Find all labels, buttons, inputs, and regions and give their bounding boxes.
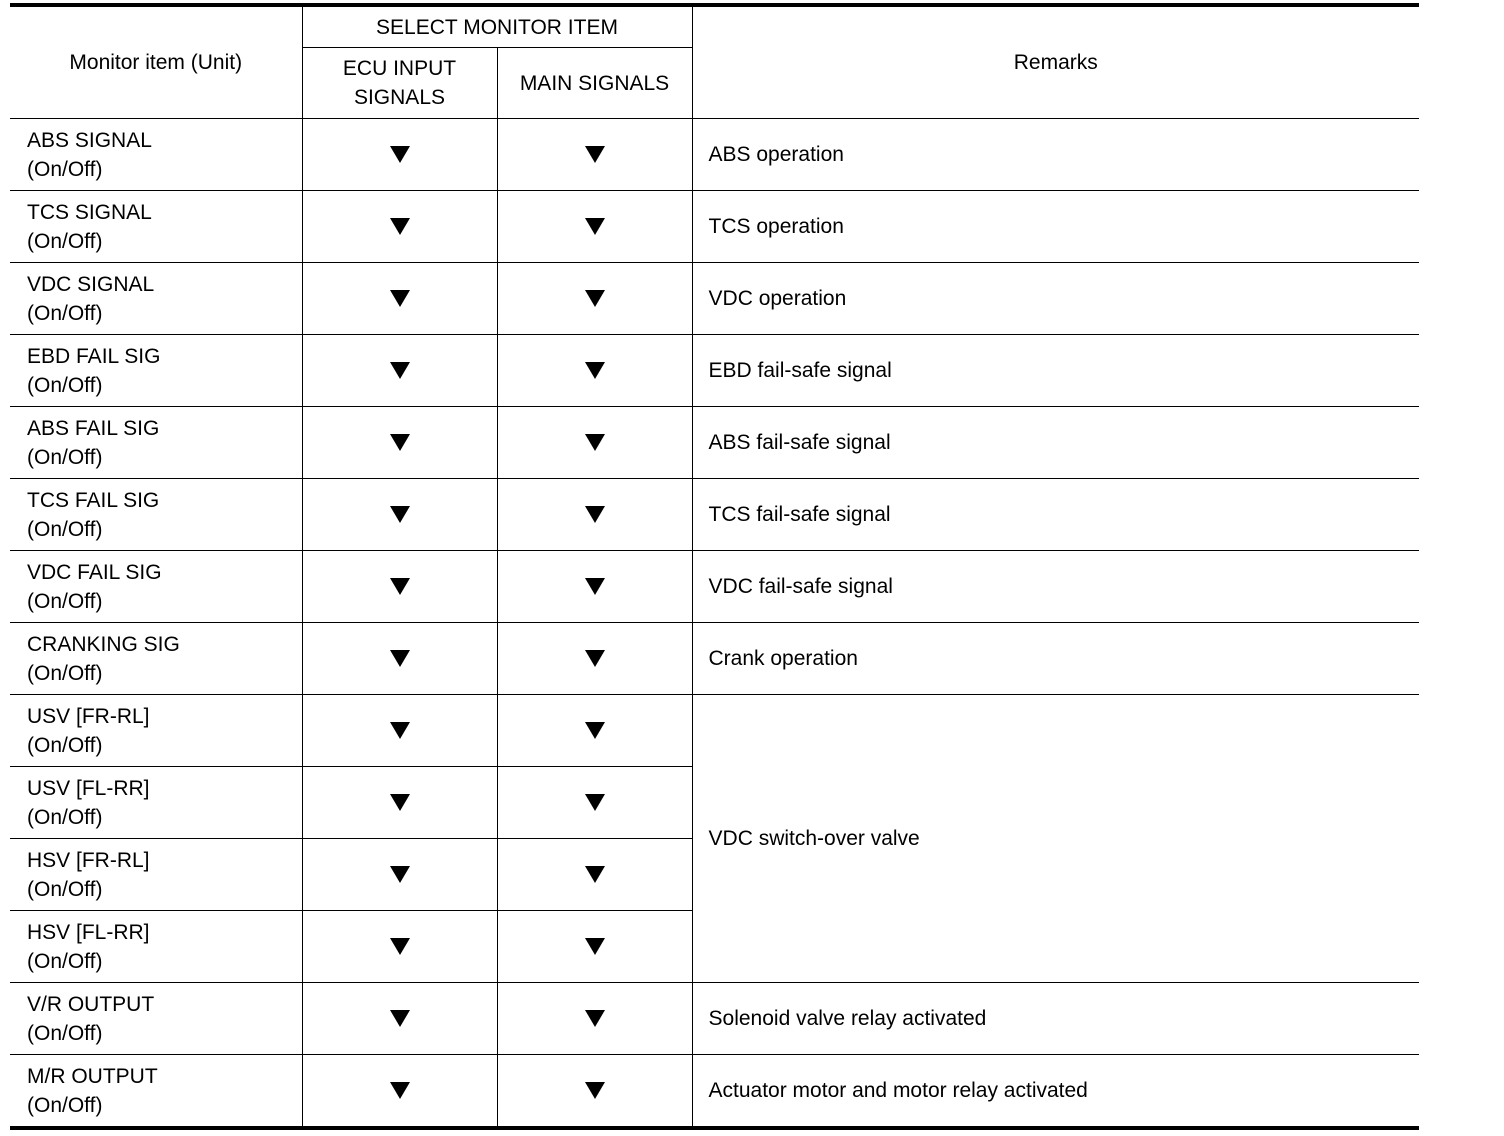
- monitor-item-name: TCS FAIL SIG: [27, 488, 160, 512]
- table-row: [10, 335, 1419, 407]
- down-triangle-icon: [585, 506, 605, 523]
- monitor-item-cell: [10, 407, 302, 479]
- remarks-cell: TCS fail-safe signal: [692, 479, 1419, 551]
- down-triangle-icon: [585, 1082, 605, 1099]
- main-signals-cell: [497, 839, 692, 911]
- down-triangle-icon: [390, 578, 410, 595]
- monitor-item-cell: [10, 119, 302, 191]
- ecu-input-signals-cell: [302, 767, 497, 839]
- monitor-item-cell: [10, 551, 302, 623]
- main-signals-cell: [497, 263, 692, 335]
- remarks-cell: VDC fail-safe signal: [692, 551, 1419, 623]
- down-triangle-icon: [390, 290, 410, 307]
- main-signals-cell: [497, 983, 692, 1055]
- table-row: [10, 1055, 1419, 1129]
- remarks-cell: Solenoid valve relay activated: [692, 983, 1419, 1055]
- ecu-input-signals-cell: [302, 263, 497, 335]
- main-signals-cell: [497, 623, 692, 695]
- main-signals-cell: [497, 335, 692, 407]
- monitor-item-name: HSV [FL-RR]: [27, 920, 150, 944]
- table-row: [10, 191, 1419, 263]
- down-triangle-icon: [585, 434, 605, 451]
- monitor-item-name: M/R OUTPUT: [27, 1064, 158, 1088]
- main-signals-cell: [497, 191, 692, 263]
- table-row: [10, 263, 1419, 335]
- monitor-item-unit: (On/Off): [27, 949, 103, 973]
- ecu-input-signals-cell: [302, 623, 497, 695]
- down-triangle-icon: [390, 794, 410, 811]
- main-signals-cell: [497, 1055, 692, 1129]
- down-triangle-icon: [390, 506, 410, 523]
- monitor-item-unit: (On/Off): [27, 661, 103, 685]
- table-row: [10, 119, 1419, 191]
- ecu-input-signals-cell: [302, 911, 497, 983]
- remarks-cell: ABS operation: [692, 119, 1419, 191]
- remarks-cell: Actuator motor and motor relay activated: [692, 1055, 1419, 1129]
- monitor-item-cell: [10, 263, 302, 335]
- down-triangle-icon: [585, 794, 605, 811]
- remarks-cell: TCS operation: [692, 191, 1419, 263]
- main-signals-cell: [497, 695, 692, 767]
- down-triangle-icon: [390, 1082, 410, 1099]
- monitor-item-unit: (On/Off): [27, 517, 103, 541]
- monitor-item-name: VDC FAIL SIG: [27, 560, 162, 584]
- header-ecu-input-signals: [302, 48, 497, 119]
- monitor-item-name: EBD FAIL SIG: [27, 344, 161, 368]
- main-signals-cell: [497, 551, 692, 623]
- monitor-item-unit: (On/Off): [27, 373, 103, 397]
- down-triangle-icon: [585, 722, 605, 739]
- monitor-item-name: V/R OUTPUT: [27, 992, 155, 1016]
- monitor-item-unit: (On/Off): [27, 1021, 103, 1045]
- remarks-cell: VDC operation: [692, 263, 1419, 335]
- table-body: [10, 119, 1419, 1129]
- down-triangle-icon: [585, 362, 605, 379]
- monitor-item-cell: [10, 191, 302, 263]
- header-main-signals: MAIN SIGNALS: [497, 48, 692, 119]
- main-signals-cell: [497, 407, 692, 479]
- down-triangle-icon: [390, 866, 410, 883]
- header-ecu-input-line2: SIGNALS: [353, 86, 446, 109]
- monitor-item-name: USV [FR-RL]: [27, 704, 150, 728]
- down-triangle-icon: [390, 1010, 410, 1027]
- ecu-input-signals-cell: [302, 191, 497, 263]
- remarks-cell: EBD fail-safe signal: [692, 335, 1419, 407]
- monitor-item-cell: [10, 335, 302, 407]
- monitor-item-unit: (On/Off): [27, 157, 103, 181]
- ecu-input-signals-cell: [302, 551, 497, 623]
- header-remarks: Remarks: [692, 5, 1419, 119]
- ecu-input-signals-cell: [302, 119, 497, 191]
- monitor-item-name: ABS FAIL SIG: [27, 416, 160, 440]
- monitor-item-name: CRANKING SIG: [27, 632, 180, 656]
- remarks-cell: VDC switch-over valve: [692, 695, 1419, 983]
- down-triangle-icon: [585, 578, 605, 595]
- down-triangle-icon: [585, 650, 605, 667]
- ecu-input-signals-cell: [302, 983, 497, 1055]
- monitor-item-name: TCS SIGNAL: [27, 200, 152, 224]
- ecu-input-signals-cell: [302, 1055, 497, 1129]
- monitor-item-name: USV [FL-RR]: [27, 776, 150, 800]
- header-select-monitor-item: SELECT MONITOR ITEM: [302, 5, 692, 48]
- monitor-item-unit: (On/Off): [27, 1093, 103, 1117]
- monitor-item-table: [10, 3, 1419, 1130]
- remarks-cell: ABS fail-safe signal: [692, 407, 1419, 479]
- header-ecu-input-line1: ECU INPUT: [342, 57, 457, 80]
- table-row: [10, 407, 1419, 479]
- monitor-item-unit: (On/Off): [27, 301, 103, 325]
- ecu-input-signals-cell: [302, 407, 497, 479]
- main-signals-cell: [497, 479, 692, 551]
- monitor-item-name: ABS SIGNAL: [27, 128, 152, 152]
- monitor-item-unit: (On/Off): [27, 805, 103, 829]
- table-row: [10, 479, 1419, 551]
- table-row: [10, 623, 1419, 695]
- monitor-item-cell: [10, 983, 302, 1055]
- down-triangle-icon: [390, 362, 410, 379]
- monitor-item-unit: (On/Off): [27, 445, 103, 469]
- table-row: [10, 983, 1419, 1055]
- main-signals-cell: [497, 911, 692, 983]
- down-triangle-icon: [585, 290, 605, 307]
- table-row: [10, 695, 1419, 767]
- monitor-item-cell: [10, 623, 302, 695]
- header-monitor-item: Monitor item (Unit): [10, 5, 302, 119]
- main-signals-cell: [497, 119, 692, 191]
- down-triangle-icon: [390, 650, 410, 667]
- ecu-input-signals-cell: [302, 479, 497, 551]
- monitor-item-unit: (On/Off): [27, 877, 103, 901]
- monitor-item-cell: [10, 839, 302, 911]
- monitor-item-cell: [10, 1055, 302, 1129]
- monitor-item-cell: [10, 479, 302, 551]
- monitor-item-cell: [10, 911, 302, 983]
- table-row: [10, 551, 1419, 623]
- ecu-input-signals-cell: [302, 695, 497, 767]
- down-triangle-icon: [390, 146, 410, 163]
- down-triangle-icon: [390, 722, 410, 739]
- main-signals-cell: [497, 767, 692, 839]
- monitor-item-cell: [10, 695, 302, 767]
- monitor-item-name: HSV [FR-RL]: [27, 848, 150, 872]
- down-triangle-icon: [390, 218, 410, 235]
- monitor-item-name: VDC SIGNAL: [27, 272, 155, 296]
- down-triangle-icon: [585, 146, 605, 163]
- monitor-item-unit: (On/Off): [27, 733, 103, 757]
- monitor-item-cell: [10, 767, 302, 839]
- down-triangle-icon: [585, 938, 605, 955]
- remarks-cell: Crank operation: [692, 623, 1419, 695]
- monitor-item-unit: (On/Off): [27, 229, 103, 253]
- ecu-input-signals-cell: [302, 839, 497, 911]
- down-triangle-icon: [585, 218, 605, 235]
- down-triangle-icon: [585, 1010, 605, 1027]
- down-triangle-icon: [585, 866, 605, 883]
- monitor-item-unit: (On/Off): [27, 589, 103, 613]
- down-triangle-icon: [390, 938, 410, 955]
- down-triangle-icon: [390, 434, 410, 451]
- ecu-input-signals-cell: [302, 335, 497, 407]
